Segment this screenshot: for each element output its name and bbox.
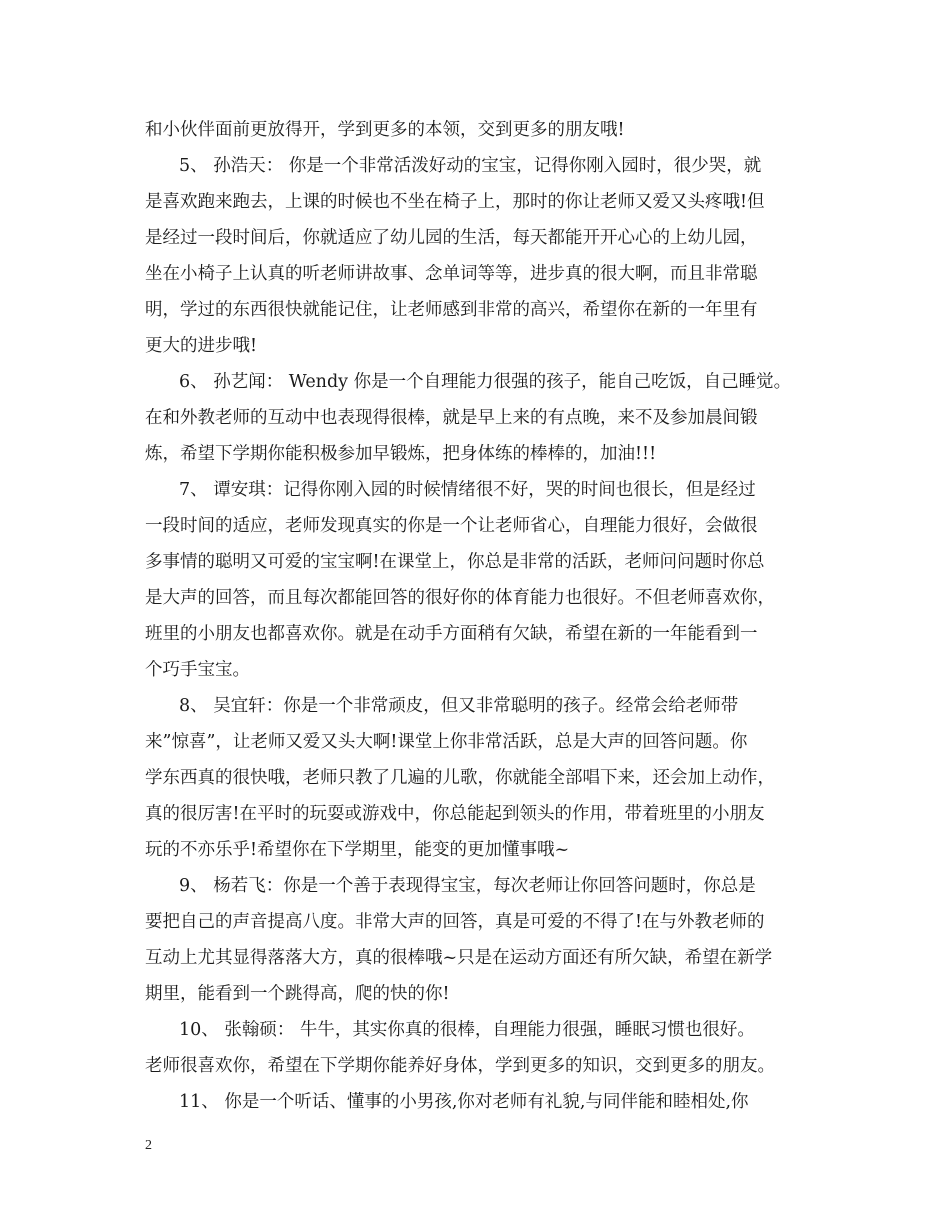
- text-line: 班里的小朋友也都喜欢你。就是在动手方面稍有欠缺，希望在新的一年能看到一: [145, 624, 758, 644]
- text-line: 和小伙伴面前更放得开，学到更多的本领，交到更多的朋友哦!: [145, 120, 625, 140]
- comment-item-9: [145, 868, 825, 1012]
- paragraph-continuation: [145, 112, 825, 148]
- text-line: 更大的进步哦!: [145, 336, 258, 356]
- text-line: 11、 你是一个听话、懂事的小男孩,你对老师有礼貌,与同伴能和睦相处,你: [179, 1092, 749, 1112]
- document-body: [145, 112, 825, 1120]
- comment-item-6: [145, 364, 825, 472]
- text-line: 在和外教老师的互动中也表现得很棒，就是早上来的有点晚，来不及参加晨间锻: [145, 408, 758, 428]
- text-line: 玩的不亦乐乎!希望你在下学期里，能变的更加懂事哦~: [145, 840, 570, 860]
- text-line: 老师很喜欢你，希望在下学期你能养好身体，学到更多的知识，交到更多的朋友。: [145, 1056, 775, 1076]
- text-line: 个巧手宝宝。: [145, 660, 250, 680]
- text-line: 真的很厉害!在平时的玩耍或游戏中，你总能起到领头的作用，带着班里的小朋友: [145, 804, 765, 824]
- text-line: 是大声的回答，而且每次都能回答的很好你的体育能力也很好。不但老师喜欢你，: [145, 588, 775, 608]
- text-line: 是经过一段时间后，你就适应了幼儿园的生活，每天都能开开心心的上幼儿园，: [145, 228, 758, 248]
- text-line: 10、 张翰硕： 牛牛，其实你真的很棒，自理能力很强，睡眠习惯也很好。: [179, 1020, 755, 1040]
- text-line: 5、 孙浩天： 你是一个非常活泼好动的宝宝，记得你刚入园时，很少哭，就: [179, 156, 762, 176]
- text-line: 要把自己的声音提高八度。非常大声的回答，真是可爱的不得了!在与外教老师的: [145, 912, 765, 932]
- text-line: 一段时间的适应，老师发现真实的你是一个让老师省心，自理能力很好，会做很: [145, 516, 758, 536]
- text-line: 来”惊喜”，让老师又爱又头大啊!课堂上你非常活跃，总是大声的回答问题。你: [145, 732, 748, 752]
- text-line: 8、 吴宜轩：你是一个非常顽皮，但又非常聪明的孩子。经常会给老师带: [179, 696, 739, 716]
- text-line: 期里，能看到一个跳得高，爬的快的你!: [145, 984, 450, 1004]
- page-number: 2: [145, 1138, 152, 1153]
- text-line: 互动上尤其显得落落大方，真的很棒哦~只是在运动方面还有所欠缺，希望在新学: [145, 948, 773, 968]
- comment-item-10: [145, 1012, 825, 1084]
- comment-item-5: [145, 148, 825, 364]
- text-line: 炼，希望下学期你能积极参加早锻炼，把身体练的棒棒的，加油!!!: [145, 444, 657, 464]
- text-line: 多事情的聪明又可爱的宝宝啊!在课堂上，你总是非常的活跃，老师问问题时你总: [145, 552, 765, 572]
- text-line: 学东西真的很快哦，老师只教了几遍的儿歌，你就能全部唱下来，还会加上动作，: [145, 768, 775, 788]
- text-line: 6、 孙艺闻： Wendy 你是一个自理能力很强的孩子，能自己吃饭，自己睡觉。: [179, 372, 792, 392]
- comment-item-11: [145, 1084, 825, 1120]
- text-line: 是喜欢跑来跑去，上课的时候也不坐在椅子上，那时的你让老师又爱又头疼哦!但: [145, 192, 765, 212]
- comment-item-7: [145, 472, 825, 688]
- text-line: 9、 杨若飞：你是一个善于表现得宝宝，每次老师让你回答问题时，你总是: [179, 876, 756, 896]
- text-line: 明，学过的东西很快就能记住，让老师感到非常的高兴，希望你在新的一年里有: [145, 300, 758, 320]
- text-line: 坐在小椅子上认真的听老师讲故事、念单词等等，进步真的很大啊，而且非常聪: [145, 264, 758, 284]
- comment-item-8: [145, 688, 825, 868]
- text-line: 7、 谭安琪：记得你刚入园的时候情绪很不好，哭的时间也很长，但是经过: [179, 480, 756, 500]
